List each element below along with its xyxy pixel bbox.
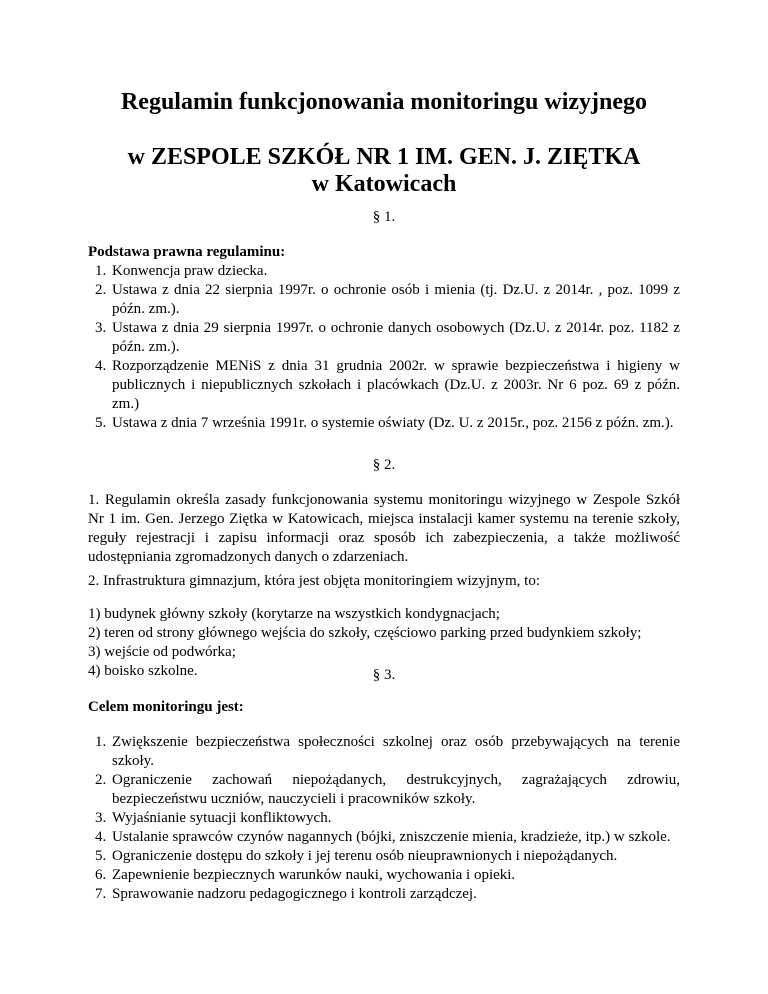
legal-basis-list — [88, 262, 680, 433]
list-item-number: 1. — [95, 734, 107, 750]
list-item-text: Ustawa z dnia 22 sierpnia 1997r. o ochronie osób i mienia (tj. Dz.U. z 2014r. , poz. 1099 z późn. zm.). — [112, 282, 680, 317]
list-item — [88, 414, 680, 433]
list-item-number: 1. — [95, 263, 107, 279]
list-item-text: Zapewnienie bezpiecznych warunków nauki, wychowania i opieki. — [112, 867, 516, 883]
list-item — [88, 281, 680, 319]
list-item-number: 4. — [95, 358, 107, 374]
list-item-number: 7. — [95, 886, 107, 902]
list-item-text: Rozporządzenie MENiS z dnia 31 grudnia 2002r. w sprawie bezpieczeństwa i higieny w publicznych i niepublicznych szkołach i placówkach (Dz.U. z 2003r. Nr 6 poz. 69 z późn. zm.) — [112, 358, 680, 412]
list-item — [88, 319, 680, 357]
list-item — [88, 809, 680, 828]
list-item — [88, 733, 680, 771]
list-item-text: Ograniczenie dostępu do szkoły i jej terenu osób nieuprawnionych i niepożądanych. — [112, 848, 618, 864]
list-item — [88, 771, 680, 809]
list-item: 3) wejście od podwórka; — [88, 644, 236, 660]
list-item — [88, 828, 680, 847]
list-item-text: Ustawa z dnia 29 sierpnia 1997r. o ochronie danych osobowych (Dz.U. z 2014r. poz. 1182 z późn. zm.). — [112, 320, 680, 355]
list-item — [88, 847, 680, 866]
list-item-text: Sprawowanie nadzoru pedagogicznego i kontroli zarządczej. — [112, 886, 477, 902]
list-item-number: 2. — [95, 772, 107, 788]
list-item: 1) budynek główny szkoły (korytarze na wszystkich kondygnacjach; — [88, 606, 500, 622]
list-item-text: Zwiększenie bezpieczeństwa społeczności szkolnej oraz osób przebywających na terenie szkoły. — [112, 734, 680, 769]
section-2-mark: § 2. — [372, 457, 396, 473]
section-2-paragraph-1: 1. Regulamin określa zasady funkcjonowania systemu monitoringu wizyjnego w Zespole Szkół Nr 1 im. Gen. Jerzego Ziętka w Katowicach, miejsca instalacji kamer systemu na terenie szkoły, reguły rejestracji i zapisu informacji oraz sposób ich zabezpieczenia, a także możliwość udostępniania zgromadzonych danych o zdarzeniach. — [88, 492, 680, 565]
list-item-number: 3. — [95, 320, 107, 336]
list-item-number: 5. — [95, 415, 107, 431]
monitoring-goals-list — [88, 733, 680, 904]
list-item — [88, 866, 680, 885]
section-3-heading: Celem monitoringu jest: — [88, 699, 244, 715]
list-item-number: 4. — [95, 829, 107, 845]
list-item-number: 2. — [95, 282, 107, 298]
document-title: Regulamin funkcjonowania monitoringu wizyjnego — [120, 89, 648, 115]
school-name: w ZESPOLE SZKÓŁ NR 1 IM. GEN. J. ZIĘTKA — [127, 144, 641, 170]
list-item-text: Ograniczenie zachowań niepożądanych, destrukcyjnych, zagrażających zdrowiu, bezpieczeństwu uczniów, nauczycieli i pracowników szkoły. — [112, 772, 680, 807]
list-item: 4) boisko szkolne. — [88, 663, 198, 679]
list-item — [88, 357, 680, 414]
section-1-heading: Podstawa prawna regulaminu: — [88, 244, 286, 260]
list-item-number: 3. — [95, 810, 107, 826]
list-item — [88, 262, 680, 281]
list-item-text: Ustalanie sprawców czynów nagannych (bójki, zniszczenie mienia, kradzieże, itp.) w szkole. — [112, 829, 671, 845]
list-item-number: 6. — [95, 867, 107, 883]
school-city: w Katowicach — [311, 171, 457, 197]
list-item-number: 5. — [95, 848, 107, 864]
list-item-text: Konwencja praw dziecka. — [112, 263, 268, 279]
section-2-paragraph-2: 2. Infrastruktura gimnazjum, która jest objęta monitoringiem wizyjnym, to: — [88, 573, 540, 589]
list-item — [88, 885, 680, 904]
section-3-mark: § 3. — [372, 667, 396, 683]
section-1-mark: § 1. — [372, 209, 396, 225]
list-item-text: Ustawa z dnia 7 września 1991r. o systemie oświaty (Dz. U. z 2015r., poz. 2156 z późn. zm.). — [112, 415, 674, 431]
list-item: 2) teren od strony głównego wejścia do szkoły, częściowo parking przed budynkiem szkoły; — [88, 625, 642, 641]
list-item-text: Wyjaśnianie sytuacji konfliktowych. — [112, 810, 332, 826]
